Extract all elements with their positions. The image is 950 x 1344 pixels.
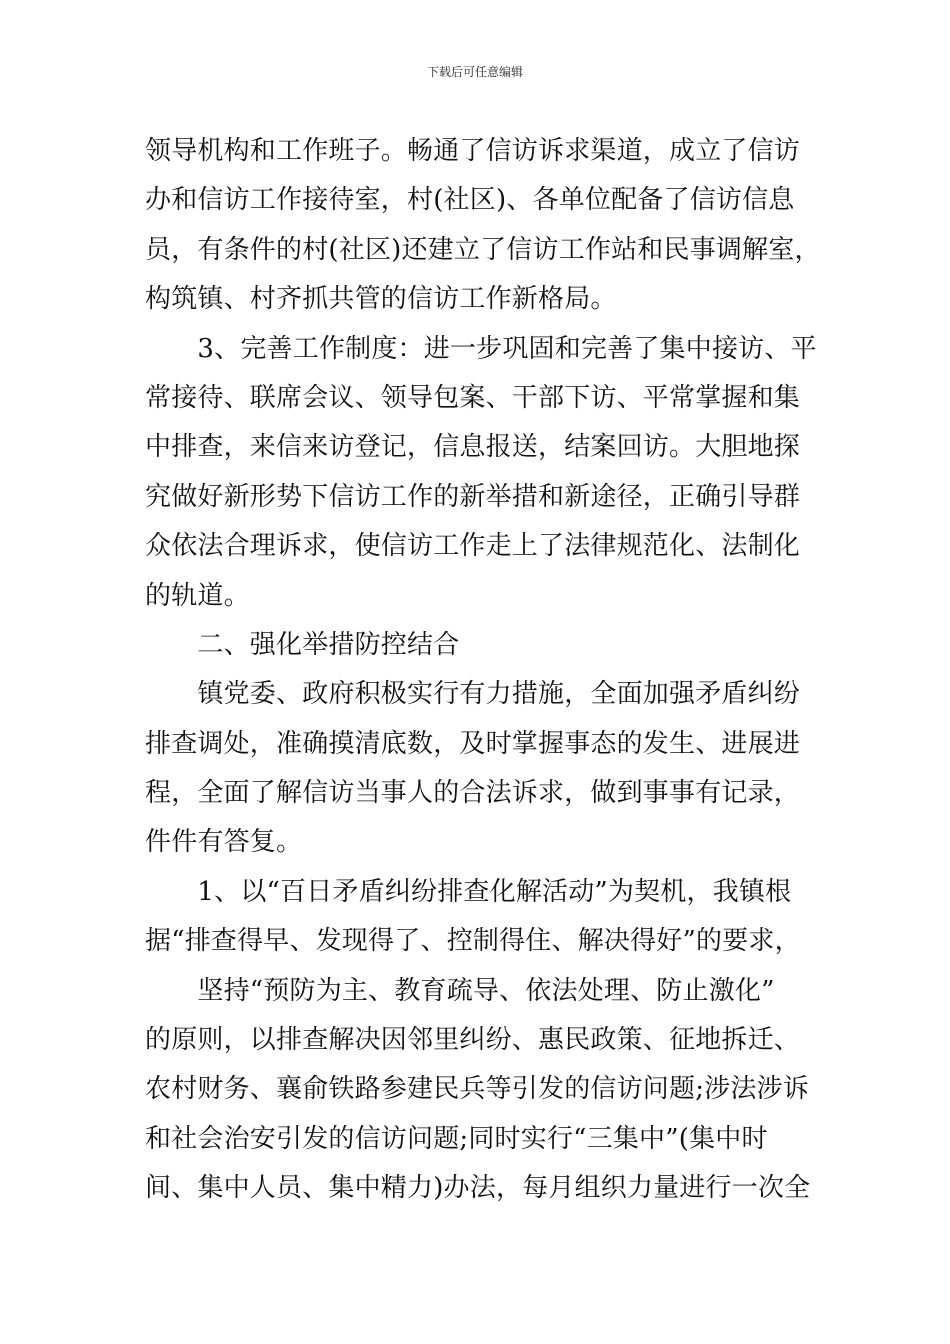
text-line: 员，有条件的村(社区)还建立了信访工作站和民事调解室， (145, 234, 821, 265)
text-line: 的原则，以排查解决因邻里纠纷、惠民政策、征地拆迁、 (145, 1025, 801, 1056)
text-line: 办和信访工作接待室，村(社区)、各单位配备了信访信息 (145, 185, 795, 216)
text-line: 常接待、联席会议、领导包案、干部下访、平常掌握和集 (145, 382, 801, 413)
text-line: 究做好新形势下信访工作的新举措和新途径，正确引导群 (145, 481, 801, 512)
text-line: 中排查，来信来访登记，信息报送，结案回访。大胆地探 (145, 432, 801, 463)
text-line: 众依法合理诉求，使信访工作走上了法律规范化、法制化 (145, 531, 801, 562)
text-line: 和社会治安引发的信访问题;同时实行“三集中”(集中时 (145, 1123, 768, 1154)
text-line: 1、以“百日矛盾纠纷排查化解活动”为契机，我镇根 (145, 876, 792, 907)
text-line: 坚持“预防为主、教育疏导、依法处理、防止激化” (145, 975, 775, 1006)
text-line: 3、完善工作制度：进一步巩固和完善了集中接访、平 (145, 333, 817, 364)
page-header-note: 下载后可任意编辑 (426, 65, 523, 79)
text-line: 间、集中人员、集中精力)办法，每月组织力量进行一次全 (145, 1173, 811, 1204)
text-line: 据“排查得早、发现得了、控制得住、解决得好”的要求， (145, 926, 801, 957)
document-body (145, 127, 821, 1214)
text-line: 领导机构和工作班子。畅通了信访诉求渠道，成立了信访 (145, 136, 801, 166)
text-line: 的轨道。 (145, 580, 250, 611)
text-line: 镇党委、政府积极实行有力措施，全面加强矛盾纠纷 (145, 679, 801, 710)
text-line: 排查调处，准确摸清底数，及时掌握事态的发生、进展进 (145, 728, 801, 759)
text-line: 构筑镇、村齐抓共管的信访工作新格局。 (145, 284, 617, 315)
text-line: 件件有答复。 (145, 827, 303, 858)
section-heading: 二、强化举措防控结合 (145, 629, 460, 660)
text-line: 程，全面了解信访当事人的合法诉求，做到事事有记录， (145, 778, 801, 809)
text-line: 农村财务、襄俞铁路参建民兵等引发的信访问题;涉法涉诉 (145, 1074, 809, 1105)
